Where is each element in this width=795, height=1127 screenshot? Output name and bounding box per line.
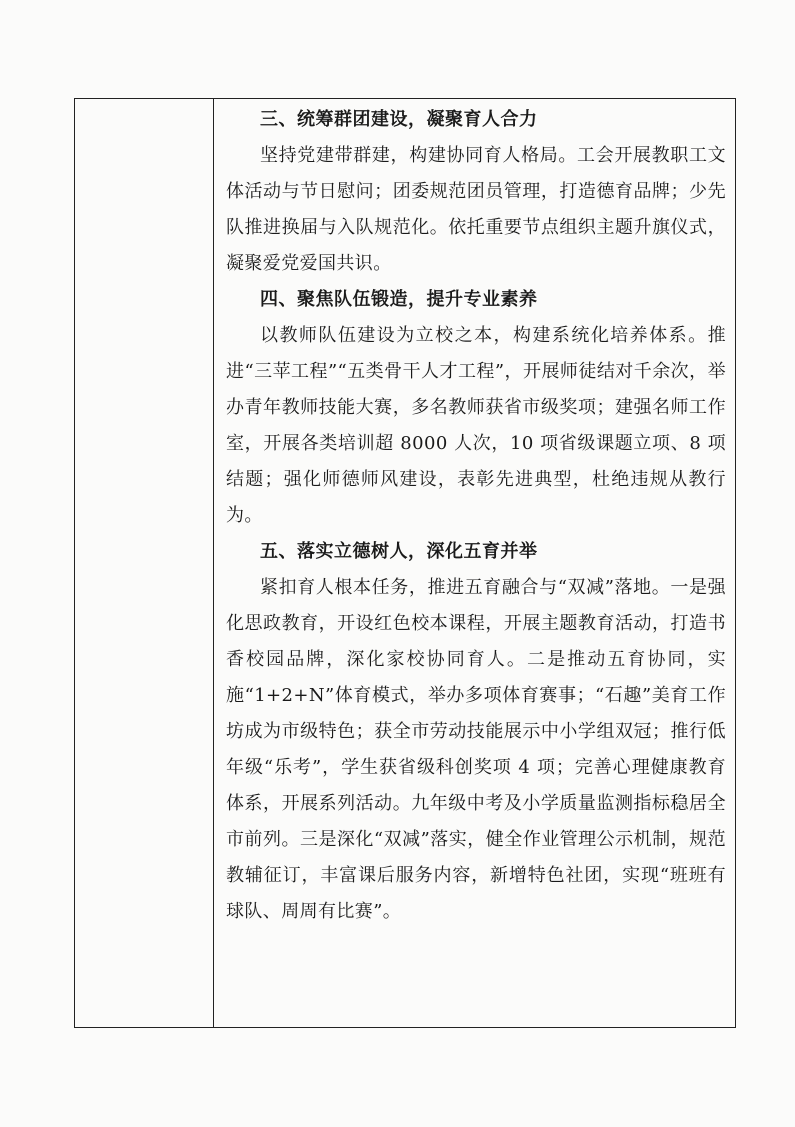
section-heading: 四、聚焦队伍锻造，提升专业素养 xyxy=(260,289,538,310)
section-5 xyxy=(226,534,726,930)
content-cell xyxy=(226,102,726,930)
column-divider xyxy=(213,98,214,1028)
section-4 xyxy=(226,282,726,534)
section-body: 以教师队伍建设为立校之本，构建系统化培养体系。推进“三苹工程”“五类骨干人才工程”，开展师徒结对千余次，举办青年教师技能大赛，多名教师获省市级奖项；建强名师工作室，开展各类培训超 8000 人次，10 项省级课题立项、8 项结题；强化师德师风建设，表彰先进典型，杜绝违规从教行为。 xyxy=(226,325,726,526)
section-heading: 三、统筹群团建设，凝聚育人合力 xyxy=(260,109,538,130)
section-3 xyxy=(226,102,726,282)
section-body: 紧扣育人根本任务，推进五育融合与“双减”落地。一是强化思政教育，开设红色校本课程，开展主题教育活动，打造书香校园品牌，深化家校协同育人。二是推动五育协同，实施“1+2+N”体育模式，举办多项体育赛事；“石趣”美育工作坊成为市级特色；获全市劳动技能展示中小学组双冠；推行低年级“乐考”，学生获省级科创奖项 4 项；完善心理健康教育体系，开展系列活动。九年级中考及小学质量监测指标稳居全市前列。三是深化“双减”落实，健全作业管理公示机制，规范教辅征订，丰富课后服务内容，新增特色社团，实现“班班有球队、周周有比赛”。 xyxy=(226,577,726,922)
section-heading: 五、落实立德树人，深化五育并举 xyxy=(260,541,538,562)
section-body: 坚持党建带群建，构建协同育人格局。工会开展教职工文体活动与节日慰问；团委规范团员管理，打造德育品牌；少先队推进换届与入队规范化。依托重要节点组织主题升旗仪式，凝聚爱党爱国共识。 xyxy=(226,145,726,274)
